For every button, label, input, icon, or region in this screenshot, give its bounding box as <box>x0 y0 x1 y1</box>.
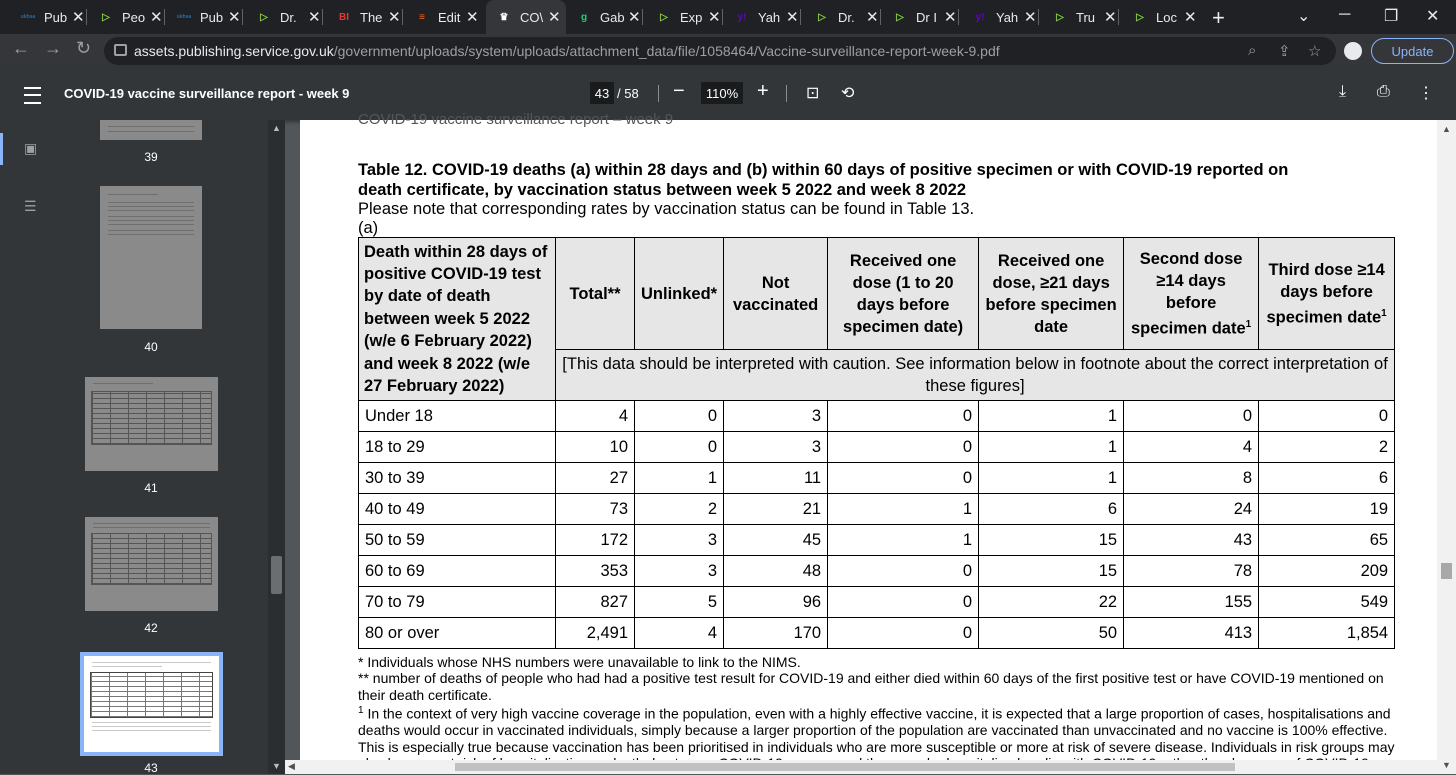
browser-tab[interactable] <box>882 0 958 34</box>
browser-tab[interactable] <box>1042 0 1118 34</box>
close-tab-icon[interactable]: ✕ <box>786 9 799 26</box>
tab-title: The <box>360 9 383 25</box>
value-cell: 15 <box>979 525 1124 556</box>
sidebar-scrollbar[interactable] <box>268 120 285 774</box>
page-thumbnail-43[interactable] <box>84 656 219 752</box>
thumbnail-page-number: 42 <box>144 621 158 635</box>
thumbnail-page-number: 39 <box>144 150 158 164</box>
footnote: * Individuals whose NHS numbers were unavailable to link to the NIMS. <box>358 654 801 670</box>
column-header: Not vaccinated <box>724 238 828 350</box>
value-cell: 5 <box>635 587 724 618</box>
page-thumbnail-42[interactable] <box>85 517 218 611</box>
age-group-cell: 50 to 59 <box>359 525 556 556</box>
tab-separator <box>86 9 87 25</box>
table-row <box>359 494 1395 525</box>
zoom-icon[interactable]: ⌕ <box>1248 42 1257 59</box>
running-header: COVID-19 vaccine surveillance report – week 9 <box>358 111 674 128</box>
value-cell: 1 <box>828 525 979 556</box>
value-cell: 0 <box>1259 401 1395 432</box>
value-cell: 2 <box>635 494 724 525</box>
url-text[interactable]: assets.publishing.service.gov.uk/government/uploads/system/uploads/attachment_data/file/1058464/Vaccine-surveillance-report-week-9.pdf <box>134 43 1000 59</box>
print-icon[interactable]: ⎙ <box>1377 83 1390 100</box>
footnote: $^1$ In the context of very high vaccine coverage in the population, even with a highly effective vaccine, it is expected that a large proportion of cases, hospitalisations and deaths would occur in vaccinated individuals, simply because a larger proportion of the population are vaccinated than unvaccinated and no vaccine is 100% effective. This is especially true because vaccination has been prioritised in individuals who are more susceptible or more at risk of severe disease. Individuals in risk groups may <box>358 705 1395 755</box>
tab-title: Pub <box>44 9 68 25</box>
value-cell: 1 <box>828 494 979 525</box>
value-cell: 24 <box>1124 494 1259 525</box>
new-tab-button[interactable]: + <box>1212 5 1225 30</box>
value-cell: 3 <box>724 432 828 463</box>
lock-icon[interactable] <box>114 44 127 56</box>
substack-icon: ≡ <box>419 11 425 23</box>
age-group-cell: 30 to 39 <box>359 463 556 494</box>
column-header: Third dose ≥14 days before specimen date$^1$ <box>1259 238 1395 350</box>
value-cell: 27 <box>556 463 635 494</box>
tab-title: Dr. <box>838 9 855 25</box>
close-tab-icon[interactable]: ✕ <box>72 9 85 26</box>
value-cell: 0 <box>828 618 979 649</box>
value-cell: 209 <box>1259 556 1395 587</box>
value-cell: 4 <box>556 401 635 432</box>
tab-title: Dr I <box>916 9 937 25</box>
value-cell: 50 <box>979 618 1124 649</box>
value-cell: 15 <box>979 556 1124 587</box>
row-header-cell: Death within 28 days of positive COVID-19 test by date of death between week 5 2022 (w/e 6 February 2022) and week 8 2022 (w/e 27 February 2022) <box>359 238 556 401</box>
gab-icon: g <box>580 11 588 23</box>
close-tab-icon[interactable]: ✕ <box>308 9 321 26</box>
rumble-icon: ▷ <box>102 11 110 23</box>
browser-tab[interactable] <box>10 0 86 34</box>
menu-icon[interactable] <box>24 87 41 104</box>
scroll-up-arrow[interactable]: ▲ <box>272 123 281 133</box>
zoom-out-button[interactable]: − <box>673 80 685 102</box>
toolbar-divider <box>658 85 659 102</box>
value-cell: 0 <box>828 587 979 618</box>
column-header: Received one dose, ≥21 days before specimen date <box>979 238 1124 350</box>
tab-separator <box>958 9 959 25</box>
tab-title: Tru <box>1076 9 1096 25</box>
page-scroll-thumb[interactable] <box>1441 563 1452 579</box>
value-cell: 353 <box>556 556 635 587</box>
value-cell: 6 <box>979 494 1124 525</box>
thumbnail-page-number: 41 <box>144 481 158 495</box>
value-cell: 11 <box>724 463 828 494</box>
tab-separator <box>642 9 643 25</box>
tab-separator <box>402 9 403 25</box>
forward-icon[interactable]: → <box>44 38 62 58</box>
horizontal-scrollbar[interactable] <box>285 760 1437 774</box>
tab-title: Dr. <box>280 9 297 25</box>
browser-tab[interactable] <box>486 0 566 34</box>
value-cell: 1 <box>979 463 1124 494</box>
page-thumbnail-41[interactable] <box>85 377 218 471</box>
value-cell: 1,854 <box>1259 618 1395 649</box>
value-cell: 172 <box>556 525 635 556</box>
download-icon[interactable]: ⤓ <box>1339 83 1347 100</box>
value-cell: 4 <box>635 618 724 649</box>
value-cell: 48 <box>724 556 828 587</box>
value-cell: 6 <box>1259 463 1395 494</box>
tab-strip <box>0 0 1456 34</box>
page-number-input[interactable]: 43 <box>590 82 614 104</box>
value-cell: 827 <box>556 587 635 618</box>
value-cell: 1 <box>979 432 1124 463</box>
close-tab-icon[interactable]: ✕ <box>150 9 163 26</box>
browser-tab[interactable] <box>566 0 642 34</box>
thumbnail-page-number: 40 <box>144 340 158 354</box>
close-tab-icon[interactable]: ✕ <box>866 9 879 26</box>
page-total: / 58 <box>617 86 639 101</box>
horizontal-scroll-thumb[interactable] <box>455 763 1235 771</box>
thumbnail-page-number: 43 <box>144 761 158 775</box>
close-window-button[interactable]: ✕ <box>1426 8 1440 25</box>
share-icon[interactable]: ⇪ <box>1278 43 1291 60</box>
tab-title: Yah <box>996 9 1019 25</box>
column-header: Unlinked* <box>635 238 724 350</box>
value-cell: 0 <box>635 432 724 463</box>
value-cell: 2 <box>1259 432 1395 463</box>
tab-title: Edit <box>438 9 461 25</box>
rotate-icon[interactable]: ⟲ <box>841 85 855 102</box>
pdf-toolbar <box>0 68 1456 120</box>
age-group-cell: 80 or over <box>359 618 556 649</box>
value-cell: 19 <box>1259 494 1395 525</box>
table-row <box>359 587 1395 618</box>
caution-note: [This data should be interpreted with caution. See information below in footnote about the correct interpretation of these figures] <box>556 350 1395 401</box>
value-cell: 4 <box>1124 432 1259 463</box>
value-cell: 10 <box>556 432 635 463</box>
page-thumbnail-39[interactable] <box>100 120 202 140</box>
rumble-icon: ▷ <box>896 11 904 23</box>
table-note: Please note that corresponding rates by vaccination status can be found in Table 13. <box>358 200 975 218</box>
restore-button[interactable]: ❐ <box>1384 8 1399 25</box>
address-bar <box>0 34 1456 68</box>
yahoo-icon: y! <box>975 11 985 23</box>
close-tab-icon[interactable]: ✕ <box>228 9 241 26</box>
value-cell: 78 <box>1124 556 1259 587</box>
browser-tab[interactable] <box>246 0 322 34</box>
value-cell: 22 <box>979 587 1124 618</box>
close-tab-icon[interactable]: ✕ <box>388 9 401 26</box>
tab-title: CO\ <box>520 9 544 25</box>
value-cell: 1 <box>635 463 724 494</box>
close-tab-icon[interactable]: ✕ <box>1184 9 1197 26</box>
tab-title: Gab <box>600 9 625 25</box>
value-cell: 0 <box>1124 401 1259 432</box>
browser-tab[interactable] <box>166 0 242 34</box>
close-tab-icon[interactable]: ✕ <box>944 9 957 26</box>
page-thumbnail-40[interactable] <box>100 186 202 329</box>
close-tab-icon[interactable]: ✕ <box>1024 9 1037 26</box>
rumble-icon: ▷ <box>660 11 668 23</box>
tab-separator <box>164 9 165 25</box>
scroll-left-arrow[interactable]: ◀ <box>288 761 295 771</box>
thumbnail-view-icon[interactable]: ▣ <box>24 140 38 156</box>
table-caption: Table 12. COVID-19 deaths (a) within 28 days and (b) within 60 days of positive specimen or with COVID-19 reported on death certificate, by vaccination status between week 5 2022 and week 8 2022 <box>358 161 1289 199</box>
business-insider-icon: BI <box>339 11 349 23</box>
close-tab-icon[interactable]: ✕ <box>708 9 721 26</box>
tab-title: Loc <box>1156 9 1177 25</box>
value-cell: 3 <box>635 525 724 556</box>
rumble-icon: ▷ <box>1056 11 1064 23</box>
column-header: Received one dose (1 to 20 days before specimen date) <box>828 238 979 350</box>
toolbar-divider <box>786 85 787 102</box>
thumbnail-sidebar <box>0 120 268 774</box>
value-cell: 3 <box>635 556 724 587</box>
browser-tab[interactable] <box>326 0 402 34</box>
browser-tab[interactable] <box>1122 0 1198 34</box>
zoom-level-input[interactable]: 110% <box>701 82 743 104</box>
table-row <box>359 463 1395 494</box>
age-group-cell: Under 18 <box>359 401 556 432</box>
table-row <box>359 556 1395 587</box>
tab-separator <box>800 9 801 25</box>
tab-separator <box>1118 9 1119 25</box>
value-cell: 96 <box>724 587 828 618</box>
age-group-cell: 40 to 49 <box>359 494 556 525</box>
age-group-cell: 70 to 79 <box>359 587 556 618</box>
deaths-table <box>358 237 1395 649</box>
value-cell: 413 <box>1124 618 1259 649</box>
active-indicator <box>0 133 3 165</box>
tab-separator <box>322 9 323 25</box>
column-header: Total** <box>556 238 635 350</box>
tab-title: Exp <box>680 9 703 25</box>
value-cell: 45 <box>724 525 828 556</box>
tab-title: Peo <box>122 9 146 25</box>
value-cell: 0 <box>635 401 724 432</box>
browser-tab[interactable] <box>724 0 800 34</box>
value-cell: 0 <box>828 463 979 494</box>
age-group-cell: 60 to 69 <box>359 556 556 587</box>
ukhsa-icon: ukhsa <box>176 14 192 20</box>
document-title: COVID-19 vaccine surveillance report - week 9 <box>64 86 350 101</box>
scroll-up-arrow[interactable]: ▲ <box>1442 124 1451 134</box>
minimize-button[interactable]: ─ <box>1339 6 1351 23</box>
rumble-icon: ▷ <box>818 11 826 23</box>
footnote: ** number of deaths of people who had had a positive test result for COVID-19 and either died within 60 days of the first positive test or have COVID-19 mentioned on their death certificate. <box>358 670 1384 703</box>
value-cell: 549 <box>1259 587 1395 618</box>
browser-tab[interactable] <box>804 0 880 34</box>
browser-tab[interactable] <box>404 0 480 34</box>
close-tab-icon[interactable]: ✕ <box>548 9 561 26</box>
reload-icon[interactable]: ↻ <box>76 38 92 58</box>
tab-separator <box>722 9 723 25</box>
sidebar-scroll-thumb[interactable] <box>271 556 282 594</box>
profile-avatar[interactable] <box>1344 42 1362 60</box>
tab-separator <box>242 9 243 25</box>
table-row <box>359 618 1395 649</box>
browser-tab[interactable] <box>962 0 1038 34</box>
table-subheading: (a) <box>358 219 379 237</box>
back-icon[interactable]: ← <box>12 38 30 58</box>
tab-separator <box>1038 9 1039 25</box>
bookmark-star-icon[interactable]: ☆ <box>1308 43 1322 60</box>
value-cell: 43 <box>1124 525 1259 556</box>
close-tab-icon[interactable]: ✕ <box>466 9 479 26</box>
close-tab-icon[interactable]: ✕ <box>628 9 641 26</box>
page-scrollbar[interactable] <box>1437 120 1456 774</box>
value-cell: 3 <box>724 401 828 432</box>
value-cell: 0 <box>828 556 979 587</box>
table-row <box>359 432 1395 463</box>
browser-tab[interactable] <box>646 0 722 34</box>
value-cell: 73 <box>556 494 635 525</box>
value-cell: 155 <box>1124 587 1259 618</box>
tab-search-icon[interactable]: ⌄ <box>1297 8 1311 25</box>
update-button[interactable]: Update <box>1371 38 1454 64</box>
fit-page-icon[interactable]: ⊡ <box>806 85 820 102</box>
value-cell: 1 <box>979 401 1124 432</box>
tab-separator <box>880 9 881 25</box>
pdf-page <box>300 111 1437 774</box>
zoom-in-button[interactable]: + <box>757 80 769 102</box>
scroll-down-arrow[interactable]: ▼ <box>272 761 281 771</box>
age-group-cell: 18 to 29 <box>359 432 556 463</box>
tab-title: Pub <box>200 9 224 25</box>
value-cell: 21 <box>724 494 828 525</box>
rumble-icon: ▷ <box>260 11 268 23</box>
outline-view-icon[interactable]: ☰ <box>24 198 37 214</box>
ukhsa-icon: ukhsa <box>20 14 36 20</box>
close-tab-icon[interactable]: ✕ <box>1104 9 1117 26</box>
omnibox[interactable] <box>104 37 1336 65</box>
tab-title: Yah <box>758 9 781 25</box>
more-options-icon[interactable]: ⋮ <box>1418 85 1434 102</box>
table-row <box>359 525 1395 556</box>
value-cell: 0 <box>828 432 979 463</box>
value-cell: 0 <box>828 401 979 432</box>
browser-tab[interactable] <box>88 0 164 34</box>
column-header: Second dose ≥14 days before specimen date$^1$ <box>1124 238 1259 350</box>
value-cell: 8 <box>1124 463 1259 494</box>
value-cell: 170 <box>724 618 828 649</box>
scroll-down-arrow[interactable]: ▼ <box>1442 760 1451 770</box>
value-cell: 2,491 <box>556 618 635 649</box>
rumble-icon: ▷ <box>1136 11 1144 23</box>
table-row <box>359 401 1395 432</box>
value-cell: 65 <box>1259 525 1395 556</box>
yahoo-icon: y! <box>737 11 747 23</box>
gov-crown-icon: ♛ <box>499 11 509 23</box>
